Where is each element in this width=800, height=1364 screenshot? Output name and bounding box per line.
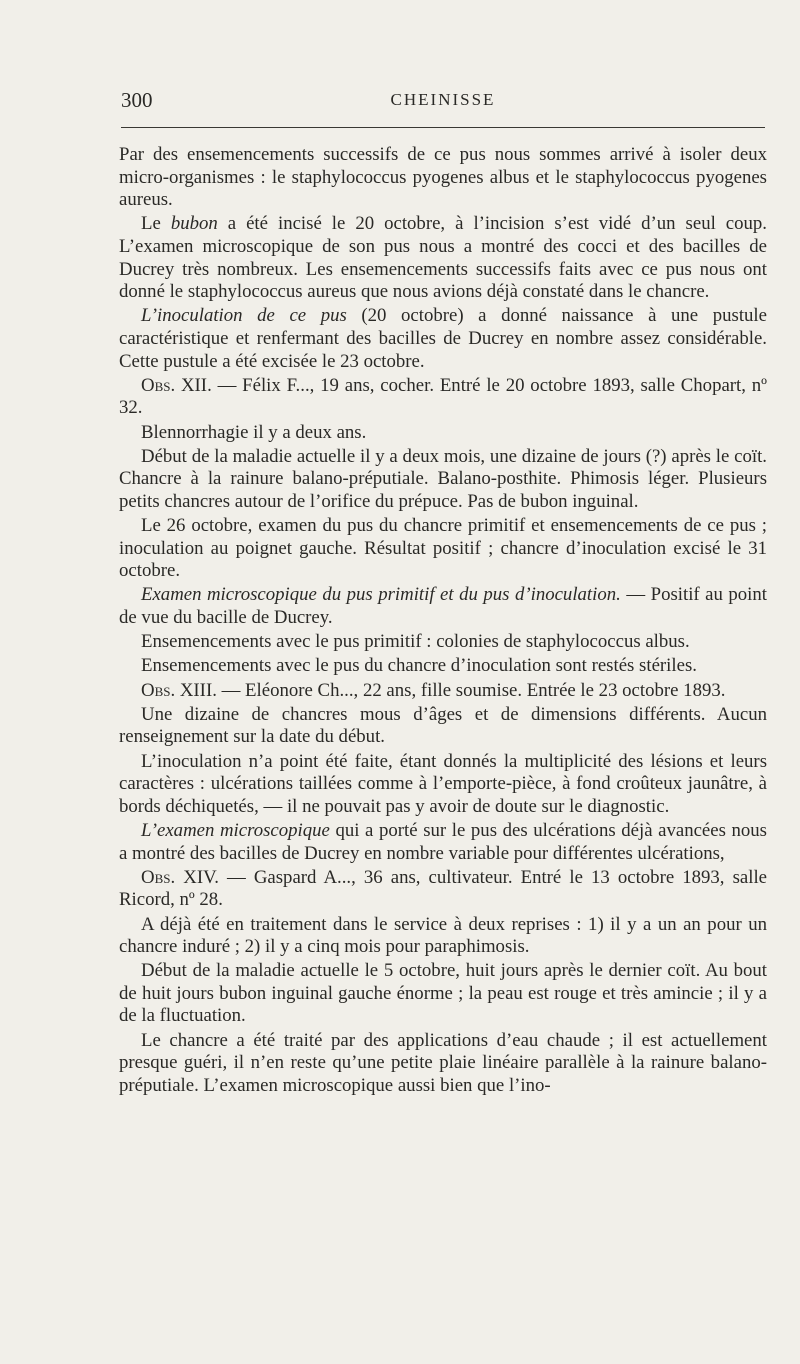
paragraph-text: Ensemencements avec le pus primitif : colonies de staphylococcus albus. [141,631,690,653]
paragraph [119,631,767,654]
paragraph-text: XIV. — Gaspard A..., 36 ans, cultivateur. Entré le 13 octobre 1893, salle Ricord, nº 28. [119,866,767,911]
paragraph [119,914,767,959]
paragraph [119,960,767,1028]
italic-text: L’examen microscopique [141,819,330,841]
paragraph [119,584,767,629]
paragraph-text: A déjà été en traitement dans le service à deux reprises : 1) il y a un an pour un chancre induré ; 2) il y a cinq mois pour paraphimosis. [119,913,767,958]
paragraph [119,305,767,373]
paragraph-text: qui a porté sur le pus des ulcérations déjà avancées nous a montré des bacilles de Ducrey en nombre variable pour différentes ulcérations, [119,819,767,864]
page-number: 300 [121,88,153,112]
paragraph-text: Par des ensemencements successifs de ce pus nous sommes arrivé à isoler deux micro-organismes : le staphylococcus pyogenes albus et le staphylococcus pyogenes aureus. [119,144,767,211]
paragraph [119,446,767,514]
paragraph-text: Blennorrhagie il y a deux ans. [141,421,367,443]
paragraph [119,820,767,865]
paragraph-text: (20 octobre) a donné naissance à une pustule caractéristique et renfermant des bacilles de Ducrey en nombre assez considérable. Cette pustule a été excisée le 23 octobre. [119,305,767,372]
paragraph-text: Ensemencements avec le pus du chancre d’inoculation sont restés stériles. [141,655,697,677]
italic-text: L’inoculation de ce pus [141,305,347,327]
paragraph [119,655,767,678]
paragraph [119,213,767,303]
italic-text: bubon [170,213,218,235]
paragraph-text: Début de la maladie actuelle il y a deux mois, une dizaine de jours (?) après le coït. Chancre à la rainure balano-préputiale. Balano-posthite. Phimosis léger. Plusieurs petits chancres autour de l’orifice du prépuce. Pas de bubon inguinal. [119,445,767,512]
paragraph-text: L’inoculation n’a point été faite, étant donnés la multiplicité des lésions et leurs caractères : ulcérations taillées comme à l’emporte-pièce, à fond croûteux jaunâtre, à bords déchiquetés, — il ne pouvait pas y avoir de doute sur le diagnostic. [119,750,767,817]
paragraph [119,867,767,912]
paragraph-text: Une dizaine de chancres mous d’âges et de dimensions différents. Aucun renseignement sur la date du début. [119,703,767,748]
paragraph [119,375,767,420]
page-header [121,88,765,120]
paragraph-text: Le [141,213,171,235]
running-head: CHEINISSE [390,90,496,109]
paragraph-text: XII. — Félix F..., 19 ans, cocher. Entré le 20 octobre 1893, salle Chopart, nº 32. [119,374,767,419]
paragraph [119,422,767,445]
paragraph [119,680,767,703]
body-text [119,144,767,1097]
paragraph-text: a été incisé le 20 octobre, à l’incision s’est vidé d’un seul coup. L’examen microscopique de son pus nous a montré des cocci et des bacilles de Ducrey très nombreux. Les ensemencements successifs faits avec ce pus nous ont donné le staphylococcus aureus que nous avions déjà constaté dans le chancre. [119,213,767,303]
paragraph-text: Le chancre a été traité par des applications d’eau chaude ; il est actuellement presque guéri, il n’en reste qu’une petite plaie linéaire parallèle à la rainure balano-préputiale. L’examen microscopique aussi bien que l’ino- [119,1029,767,1096]
paragraph [119,1030,767,1098]
obs-label: Obs. [141,866,176,888]
paragraph [119,751,767,819]
paragraph-text: XIII. — Eléonore Ch..., 22 ans, fille soumise. Entrée le 23 octobre 1893. [175,679,726,701]
paragraph-text: — Positif au point de vue du bacille de Ducrey. [119,584,767,629]
paragraph [119,515,767,583]
obs-label: Obs. [141,374,176,396]
paragraph [119,704,767,749]
paragraph-text: Le 26 octobre, examen du pus du chancre primitif et ensemencements de ce pus ; inoculation au poignet gauche. Résultat positif ; chancre d’inoculation excisé le 31 octobre. [119,515,767,582]
header-rule [121,127,765,128]
paragraph [119,144,767,212]
italic-text: Examen microscopique du pus primitif et du pus d’inoculation. [141,584,621,606]
obs-label: Obs. [141,679,176,701]
paragraph-text: Début de la maladie actuelle le 5 octobre, huit jours après le dernier coït. Au bout de huit jours bubon inguinal gauche énorme ; la peau est rouge et très amincie ; il y a de la fluctuation. [119,960,767,1027]
